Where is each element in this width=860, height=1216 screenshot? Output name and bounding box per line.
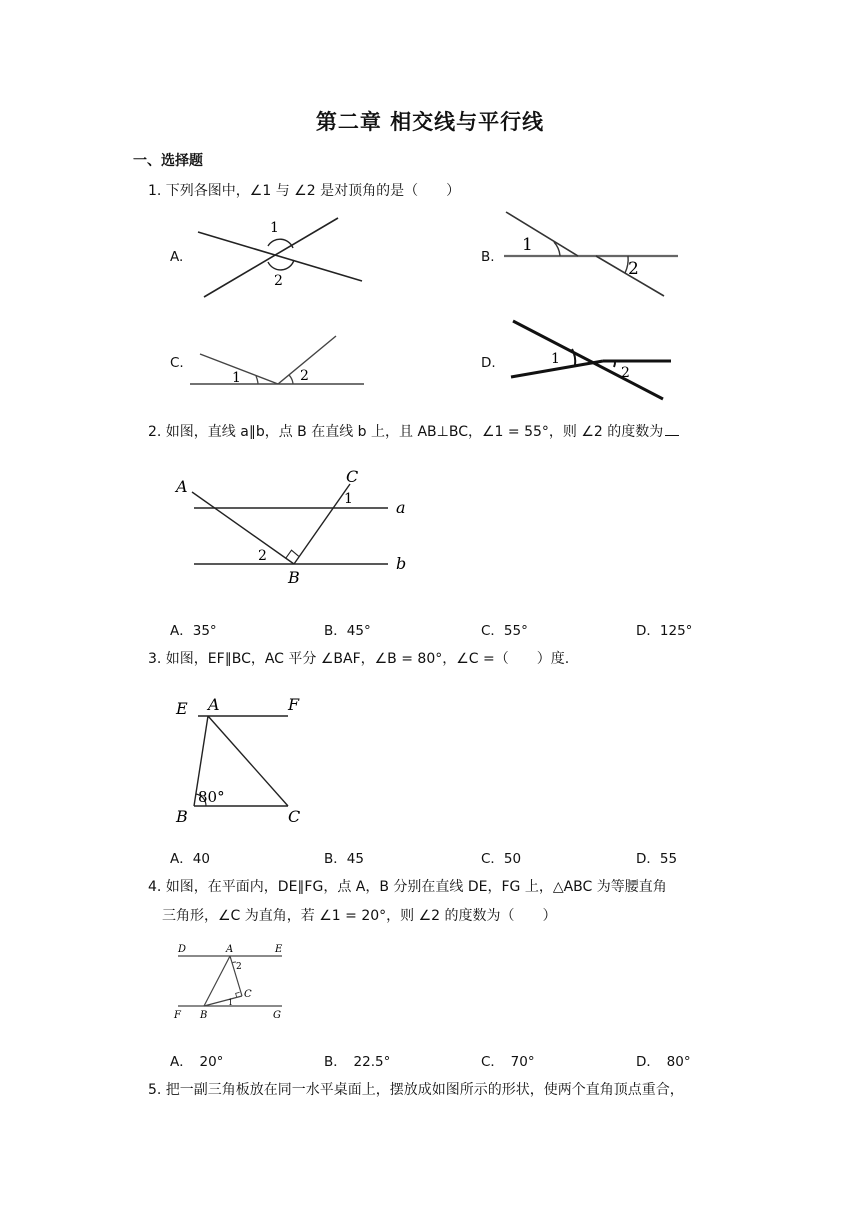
q1-option-c-label: C.	[170, 355, 184, 371]
question-2-stem: 2. 如图，直线 a∥b，点 B 在直线 b 上，且 AB⊥BC，∠1 = 55°，则 ∠2 的度数为	[148, 424, 664, 440]
q2-figure	[172, 466, 412, 588]
q3-label-A: A	[208, 695, 220, 714]
q1b-label-2: 2	[628, 259, 639, 279]
q4-label-F: F	[174, 1010, 181, 1021]
q2-label-2: 2	[258, 548, 267, 564]
q1d-label-1: 1	[551, 351, 560, 367]
q4-label-C: C	[244, 989, 252, 1000]
q1-option-a-label: A.	[170, 249, 184, 265]
q2-label-B: B	[288, 568, 300, 587]
q4-label-G: G	[273, 1010, 281, 1021]
q3-figure	[172, 692, 322, 830]
q4-option-c: C． 70°	[481, 1054, 535, 1070]
q1c-label-1: 1	[232, 370, 241, 386]
q1a-label-2: 2	[274, 273, 283, 289]
q1-option-b-label: B.	[481, 249, 495, 265]
q1-option-d-figure	[505, 315, 675, 405]
q2-option-a: A．35°	[170, 623, 217, 639]
q3-label-C: C	[288, 807, 301, 826]
q4-label-2: 2	[236, 962, 242, 972]
q2-option-c: C．55°	[481, 623, 528, 639]
q1-option-a-figure	[190, 210, 380, 305]
q2-label-A: A	[176, 477, 188, 496]
q1b-label-1: 1	[522, 235, 533, 255]
question-5-text: 5. 把一副三角板放在同一水平桌面上，摆放成如图所示的形状，使两个直角顶点重合，	[148, 1082, 684, 1098]
q3-label-E: E	[176, 699, 188, 718]
q4-label-A: A	[226, 944, 234, 955]
q2-option-d: D．125°	[636, 623, 693, 639]
question-4-line-2: 三角形，∠C 为直角，若 ∠1 = 20°，则 ∠2 的度数为（ ）	[162, 908, 557, 924]
page-title: 第二章 相交线与平行线	[315, 110, 545, 134]
q3-option-c: C．50	[481, 851, 522, 867]
q1a-label-1: 1	[270, 220, 279, 236]
q3-option-a: A．40	[170, 851, 210, 867]
question-4-line-1: 4. 如图，在平面内，DE∥FG，点 A，B 分别在直线 DE，FG 上，△ABC 为等腰直角	[148, 879, 667, 895]
q3-label-F: F	[288, 695, 300, 714]
q3-label-angle: 80°	[198, 788, 225, 806]
q2-label-C: C	[346, 467, 359, 486]
q2-label-a: a	[396, 498, 406, 517]
q2-label-1: 1	[344, 491, 353, 507]
q1-option-d-label: D.	[481, 355, 496, 371]
question-1-text: 1. 下列各图中，∠1 与 ∠2 是对顶角的是（ ）	[148, 183, 461, 199]
q1d-label-2: 2	[621, 365, 630, 381]
q3-option-d: D．55	[636, 851, 678, 867]
q2-option-b: B．45°	[324, 623, 371, 639]
q4-figure	[172, 940, 290, 1024]
q3-option-b: B．45	[324, 851, 364, 867]
q1c-label-2: 2	[300, 368, 309, 384]
q4-option-a: A． 20°	[170, 1054, 224, 1070]
question-2-text	[148, 421, 679, 443]
q3-label-B: B	[176, 807, 188, 826]
q1-option-b-figure	[500, 208, 685, 300]
q4-option-b: B． 22.5°	[324, 1054, 391, 1070]
q2-label-b: b	[396, 554, 407, 573]
q4-label-1: 1	[228, 998, 234, 1007]
question-2-answer-blank	[665, 421, 679, 436]
question-3-text: 3. 如图，EF∥BC，AC 平分 ∠BAF，∠B = 80°，∠C =（ ）度.	[148, 651, 570, 667]
q4-label-B: B	[200, 1010, 208, 1021]
q4-option-d: D． 80°	[636, 1054, 691, 1070]
section-heading: 一、选择题	[133, 153, 203, 169]
q1-option-c-figure	[188, 332, 368, 390]
q4-label-E: E	[275, 944, 283, 955]
q4-label-D: D	[178, 944, 187, 955]
